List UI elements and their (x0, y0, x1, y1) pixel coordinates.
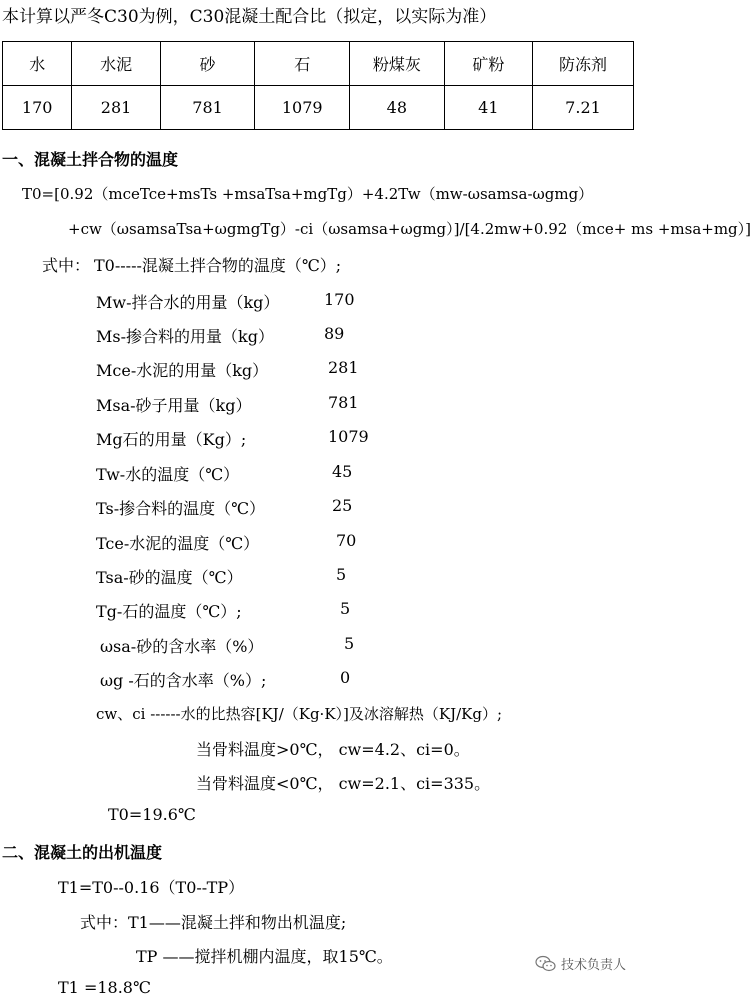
var-value: 25 (332, 496, 353, 515)
wechat-icon (535, 955, 557, 973)
table-cell: 41 (444, 86, 532, 130)
condition-below-zero: 当骨料温度<0℃， cw=2.1、ci=335。 (196, 774, 491, 793)
var-name: Mw-拌合水的用量（kg） (96, 293, 280, 312)
table-row (3, 86, 634, 130)
table-cell: 781 (160, 86, 255, 130)
table-header-cell: 防冻剂 (532, 42, 633, 86)
var-value: 0 (340, 668, 351, 687)
var-value: 5 (336, 565, 347, 584)
var-name: Tsa-砂的温度（℃） (96, 568, 243, 587)
var-value: 5 (344, 634, 355, 653)
var-value: 281 (328, 358, 359, 377)
var-value: 70 (336, 531, 357, 550)
table-cell: 7.21 (532, 86, 633, 130)
intro-text: 本计算以严冬C30为例，C30混凝土配合比（拟定，以实际为准） (2, 7, 497, 27)
t0-definition: T0-----混凝土拌合物的温度（℃）; (94, 256, 342, 275)
heat-definition: cw、ci ------水的比热容[KJ/（Kg·K）]及冰溶解热（KJ/Kg）; (96, 705, 503, 723)
table-cell: 1079 (255, 86, 350, 130)
var-name: Ms-掺合料的用量（kg） (96, 327, 274, 346)
var-name: Msa-砂子用量（kg） (96, 396, 252, 415)
var-name: Tce-水泥的温度（℃） (96, 534, 260, 553)
var-value: 170 (324, 290, 355, 309)
var-value: 781 (328, 393, 359, 412)
table-header-cell: 石 (255, 42, 350, 86)
tp-definition: TP ——搅拌机棚内温度，取15℃。 (136, 947, 393, 966)
var-name: ωsa-砂的含水率（%） (100, 637, 264, 656)
var-name: Tg-石的温度（℃）; (96, 602, 242, 621)
table-header-cell: 水泥 (72, 42, 160, 86)
table-header-cell: 矿粉 (444, 42, 532, 86)
var-value: 1079 (328, 427, 369, 446)
var-name: Ts-掺合料的温度（℃） (96, 499, 266, 518)
t0-result: T0=19.6℃ (108, 805, 196, 824)
formula-line-1: T0=[0.92（mceTce+msTs +msaTsa+mgTg）+4.2Tw（mw-ωsamsa-ωgmg） (22, 185, 594, 203)
table-header-row (3, 42, 634, 86)
table-cell: 281 (72, 86, 160, 130)
var-name: ωg -石的含水率（%）; (100, 671, 267, 690)
var-value: 89 (324, 324, 345, 343)
condition-above-zero: 当骨料温度>0℃， cw=4.2、ci=0。 (196, 740, 470, 759)
table-header-cell: 粉煤灰 (350, 42, 445, 86)
section2-title: 二、混凝土的出机温度 (2, 843, 163, 862)
table-header-cell: 砂 (160, 42, 255, 86)
formula-line-2: +cw（ωsamsaTsa+ωgmgTg）-ci（ωsamsa+ωgmg）]/[4.2mw+0.92（mce+ ms +msa+mg）] (68, 220, 751, 238)
where-label: 式中： (42, 256, 91, 275)
var-value: 5 (340, 599, 351, 618)
t1-formula: T1=T0--0.16（T0--TP） (58, 878, 245, 897)
mix-ratio-table (2, 41, 634, 130)
table-cell: 48 (350, 86, 445, 130)
section1-title: 一、混凝土拌合物的温度 (2, 150, 179, 169)
table-header-cell: 水 (3, 42, 72, 86)
var-name: Mg石的用量（Kg）; (96, 430, 247, 449)
t1-where-line: 式中：T1——混凝土拌和物出机温度; (80, 913, 347, 932)
table-cell: 170 (3, 86, 72, 130)
var-value: 45 (332, 462, 353, 481)
watermark (535, 954, 626, 973)
t1-result: T1 =18.8℃ (58, 978, 151, 997)
var-name: Tw-水的温度（℃） (96, 465, 240, 484)
var-name: Mce-水泥的用量（kg） (96, 361, 269, 380)
watermark-text: 技术负责人 (560, 958, 626, 973)
